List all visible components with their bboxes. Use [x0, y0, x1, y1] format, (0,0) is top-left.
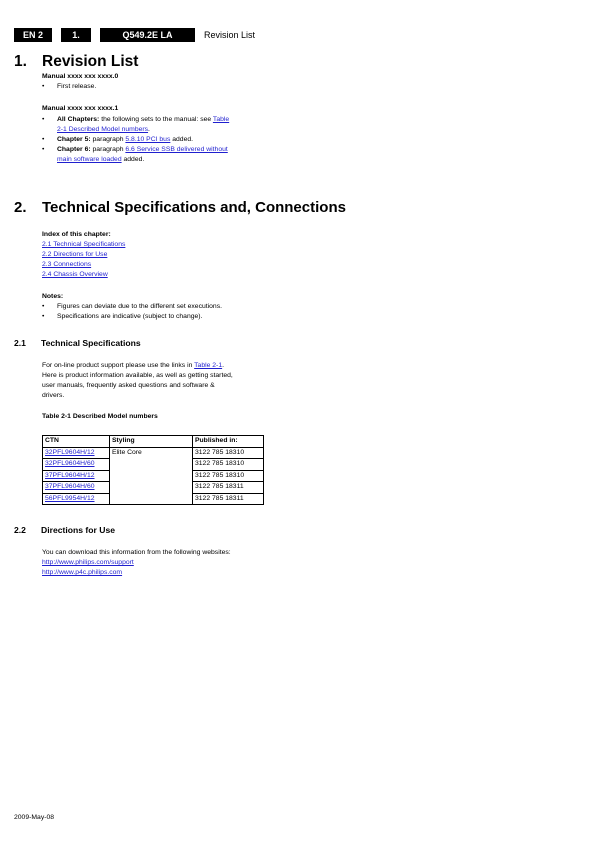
section-2-1-title: Technical Specifications [41, 338, 141, 348]
index-link-2-1[interactable]: 2.1 Technical Specifications [42, 241, 126, 248]
published-cell: 3122 785 18310 [193, 459, 264, 471]
ctn-link[interactable]: 32PFL9604H/60 [45, 460, 95, 467]
support-paragraph-line-4: drivers. [42, 392, 65, 399]
section-1-number: 1. [14, 53, 27, 70]
table-2-1-link[interactable]: Table [212, 116, 230, 123]
header-styling: Styling [110, 436, 193, 448]
index-link-2-2[interactable]: 2.2 Directions for Use [42, 251, 108, 258]
support-paragraph-line-3: user manuals, frequently asked questions and software & [42, 382, 215, 389]
manual-0-title: Manual xxxx xxx xxxx.0 [42, 73, 119, 80]
bullet-icon: • [42, 146, 45, 153]
index-link-2-3[interactable]: 2.3 Connections [42, 261, 92, 268]
section-2-2-title: Directions for Use [41, 525, 116, 535]
header-chapter-number: 1. [61, 28, 91, 42]
header-ctn: CTN [43, 436, 110, 448]
header-section-title: Revision List [204, 30, 256, 40]
index-link-2-4[interactable]: 2.4 Chassis Overview [42, 271, 108, 278]
section-2-2-number: 2.2 [14, 525, 26, 535]
service-ssb-link[interactable]: 6.6 Service SSB delivered without [125, 146, 228, 153]
section-2-title: Technical Specifications and, Connections [42, 199, 346, 216]
table-2-1-ref-link[interactable]: Table 2-1 [194, 362, 223, 369]
published-cell: 3122 785 18311 [193, 482, 264, 494]
index-title: Index of this chapter: [42, 231, 111, 238]
styling-cell: Elite Core [110, 447, 193, 505]
manual-1-item-chapter-6: • Chapter 6: paragraph 6.6 Service SSB delivered without main software loaded added. [42, 146, 228, 163]
directions-intro: You can download this information from the following websites: [42, 549, 231, 556]
bullet-icon: • [42, 83, 45, 90]
manual-1-item-all-chapters: • All Chapters: the following sets to the manual: see Table 2-1 Described Model numbers. [42, 116, 230, 133]
ctn-link[interactable]: 37PFL9604H/12 [45, 471, 95, 479]
header-model-code: Q549.2E LA [100, 28, 195, 42]
ctn-link[interactable]: 56PFL9954H/12 [45, 494, 95, 502]
service-ssb-link-cont[interactable]: main software loaded [57, 156, 122, 163]
notes-title: Notes: [42, 293, 64, 300]
bullet-icon: • [42, 136, 45, 143]
model-numbers-table [42, 435, 264, 505]
section-2-number: 2. [14, 199, 27, 216]
support-paragraph-line-2: Here is product information available, as well as getting started, [42, 372, 233, 379]
table-caption: Table 2-1 Described Model numbers [42, 413, 158, 420]
table-header-row [43, 436, 264, 448]
manual-1-title: Manual xxxx xxx xxxx.1 [42, 105, 119, 112]
bullet-icon: • [42, 313, 45, 320]
p4c-philips-link[interactable]: http://www.p4c.philips.com [42, 569, 123, 576]
table-row [43, 447, 264, 459]
header-published-in: Published in: [193, 436, 264, 448]
philips-support-link[interactable]: http://www.philips.com/support [42, 559, 134, 566]
section-2-1-number: 2.1 [14, 338, 26, 348]
header-chapter-code: EN 2 [14, 28, 52, 42]
ctn-link[interactable]: 32PFL9604H/12 [45, 448, 95, 456]
ctn-link[interactable]: 37PFL9604H/60 [45, 483, 95, 490]
published-cell: 3122 785 18310 [193, 470, 264, 482]
bullet-icon: • [42, 116, 45, 123]
section-1-title: Revision List [42, 53, 139, 70]
bullet-icon: • [42, 303, 45, 310]
pci-bus-link[interactable]: 5.8.10 PCI bus [125, 136, 171, 143]
published-cell: 3122 785 18311 [193, 493, 264, 505]
published-cell: 3122 785 18310 [193, 447, 264, 459]
support-paragraph-line-1: For on-line product support please use the links in Table 2-1. [42, 362, 224, 369]
table-2-1-link-cont[interactable]: 2-1 Described Model numbers [57, 126, 149, 133]
footer-date: 2009-May-08 [14, 814, 55, 821]
